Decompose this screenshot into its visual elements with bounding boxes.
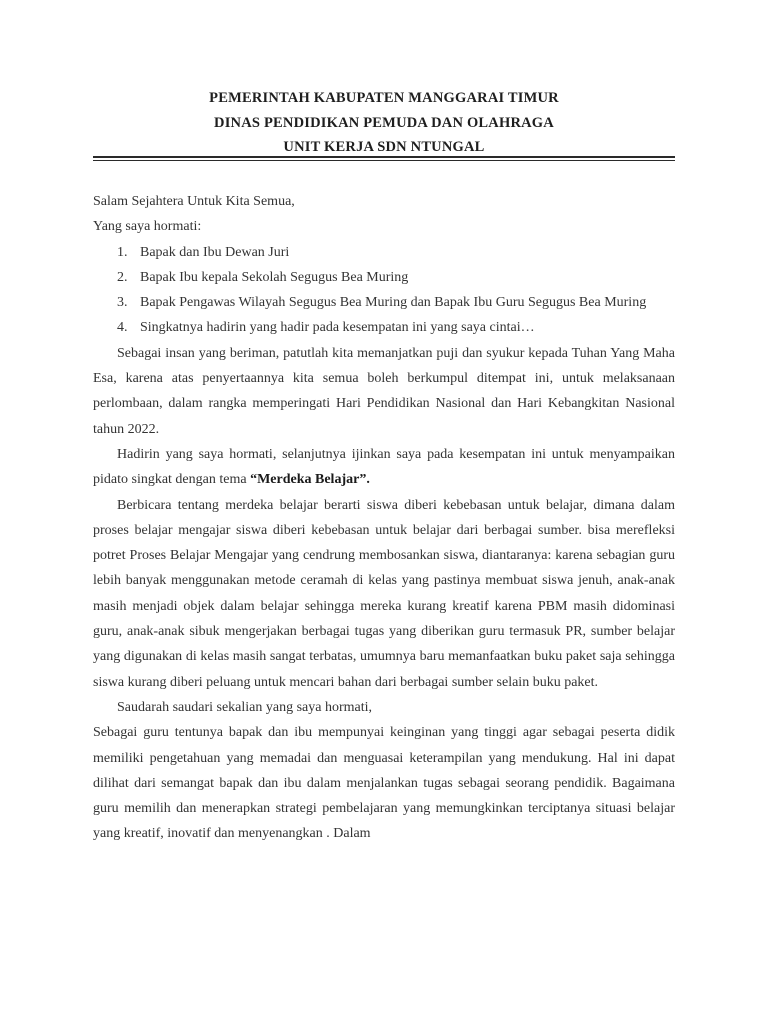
list-item bbox=[93, 265, 675, 290]
letterhead-government: PEMERINTAH KABUPATEN MANGGARAI TIMUR bbox=[209, 90, 559, 106]
list-item bbox=[93, 240, 675, 265]
list-text: Bapak Pengawas Wilayah Segugus Bea Muring dan Bapak Ibu Guru Segugus Bea Muring bbox=[140, 295, 647, 311]
letterhead-department: DINAS PENDIDIKAN PEMUDA DAN OLAHRAGA bbox=[214, 114, 554, 131]
list-item bbox=[93, 290, 675, 315]
list-text: Singkatnya hadirin yang hadir pada kesempatan ini yang saya cintai… bbox=[140, 320, 535, 336]
paragraph-merdeka-belajar: Berbicara tentang merdeka belajar berarti siswa diberi kebebasan untuk belajar, dimana dalam proses belajar mengajar siswa diberi kebebasan untuk belajar dari berbagai sumber. bisa merefleksi potret Proses Belajar Mengajar yang cendrung membosankan siswa, diantaranya: karena sebagian guru lebih banyak menggunakan metode ceramah di kelas yang pastinya membuat siswa jenuh, anak-anak masih menjadi objek dalam belajar sehingga mereka kurang kreatif karena PBM masih didominasi guru, anak-anak sibuk mengerjakan berbagai tugas yang diberikan guru termasuk PR, sumber belajar yang digunakan di kelas masih sangat terbatas, umumnya baru memanfaatkan buku paket saja sehingga siswa kurang diberi peluang untuk mencari bahan dari berbagai sumber selain buku paket. bbox=[93, 497, 675, 690]
speech-body bbox=[93, 189, 675, 847]
paragraph-teachers: Sebagai guru tentunya bapak dan ibu mempunyai keinginan yang tinggi agar sebagai peserta didik memiliki pengetahuan yang memadai dan menguasai keterampilan yang mendukung. Hal ini dapat dilihat dari semangat bapak dan ibu dalam menjalankan tugas sebagai seorang pendidik. Bagaimana guru memilih dan menerapkan strategi pembelajaran yang memungkinkan terciptanya situasi belajar yang kreatif, inovatif dan menyenangkan . Dalam bbox=[93, 725, 675, 842]
list-number: 4. bbox=[117, 320, 128, 336]
list-item bbox=[93, 315, 675, 340]
respected-intro: Yang saya hormati: bbox=[93, 219, 202, 235]
greeting: Salam Sejahtera Untuk Kita Semua, bbox=[93, 194, 295, 209]
letterhead bbox=[93, 86, 675, 160]
paragraph-salutation: Saudarah saudari sekalian yang saya hormati, bbox=[117, 699, 373, 715]
letterhead-school: UNIT KERJA SDN NTUNGAL bbox=[283, 139, 485, 155]
list-text: Bapak dan Ibu Dewan Juri bbox=[140, 244, 290, 260]
letterhead-rule-thin bbox=[93, 160, 675, 161]
list-number: 1. bbox=[117, 244, 128, 260]
paragraph-opening-gratitude: Sebagai insan yang beriman, patutlah kita memanjatkan puji dan syukur kepada Tuhan Yang Maha Esa, karena atas penyertaannya kita semua boleh berkumpul ditempat ini, untuk melaksanaan perlombaan, dalam rangka memperingati Hari Pendidikan Nasional dan Hari Kebangkitan Nasional tahun 2022. bbox=[93, 345, 675, 437]
respected-list bbox=[93, 240, 675, 341]
letterhead-rule-thick bbox=[93, 156, 675, 158]
list-number: 2. bbox=[117, 269, 128, 285]
list-text: Bapak Ibu kepala Sekolah Segugus Bea Muring bbox=[140, 269, 409, 285]
list-number: 3. bbox=[117, 295, 128, 311]
theme-intro-text: Hadirin yang saya hormati, selanjutnya ijinkan saya pada kesempatan ini untuk menyampaikan pidato singkat dengan tema bbox=[93, 446, 675, 488]
theme-title: “Merdeka Belajar”. bbox=[250, 472, 370, 488]
paragraph-theme bbox=[93, 442, 675, 493]
